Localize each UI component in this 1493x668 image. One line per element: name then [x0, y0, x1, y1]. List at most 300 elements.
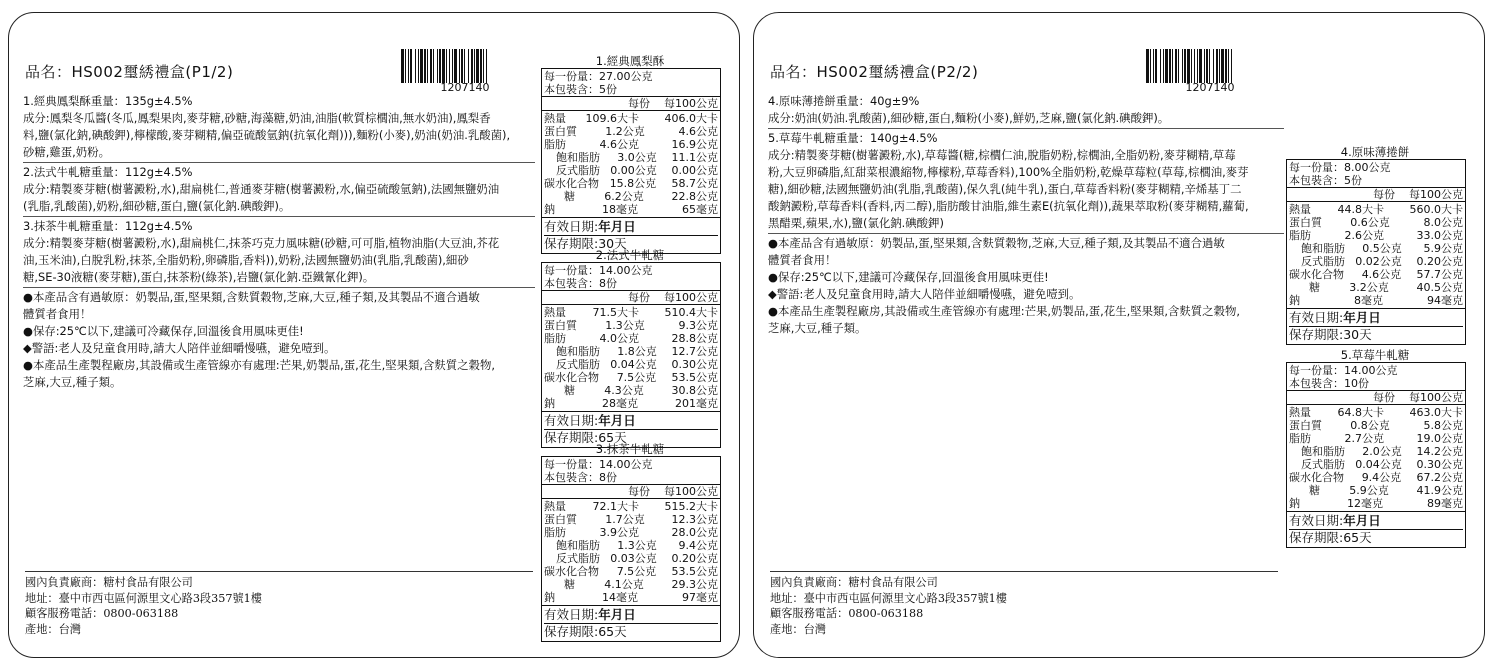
per-serving-value: 0.5公克 — [1362, 242, 1402, 255]
per-100g-value: 22.8公克 — [671, 190, 718, 203]
nutrient-label: 糖 — [1309, 281, 1320, 294]
barcode-bar — [1219, 49, 1220, 83]
nutrient-label: 碳水化合物 — [1289, 268, 1344, 281]
nutrient-label: 飽和脂肪 — [556, 539, 600, 552]
facility-note: ●本產品生產製程廠房,其設備或生產管線亦有處理:芒果,奶製品,蛋,花生,堅果類,含麩質之穀物, — [768, 304, 1240, 318]
servings-per-pack: 本包裝含：5份 — [544, 83, 617, 96]
per-serving-value: 64.8大卡 — [1337, 406, 1385, 419]
nutrient-label: 蛋白質 — [544, 319, 577, 332]
barcode-bar — [1187, 49, 1190, 83]
per-serving-value: 2.7公克 — [1344, 432, 1385, 445]
section-4 — [768, 93, 1284, 129]
nutrition-row — [1287, 255, 1465, 268]
nutrient-label: 飽和脂肪 — [1301, 445, 1345, 458]
shelf-life: 保存期限:65天 — [544, 624, 627, 639]
service-phone: 顧客服務電話：0800-063188 — [770, 607, 924, 620]
nutrition-rows — [1287, 404, 1465, 511]
per-100g-value: 40.5公克 — [1416, 281, 1463, 294]
barcode-bar — [476, 49, 479, 83]
serving-size: 每一份量：14.00公克 — [1289, 364, 1398, 377]
servings-per-pack: 本包裝含：5份 — [1289, 174, 1362, 187]
nutrient-label: 糖 — [564, 578, 575, 591]
barcode-bar — [437, 49, 438, 83]
per-serving-value: 2.6公克 — [1344, 229, 1385, 242]
nutrition-row — [542, 138, 720, 151]
barcode-bar — [1206, 49, 1208, 83]
nutrition-header: 每份 每100公克 — [1287, 390, 1465, 404]
product-name: 品名：HS002璽綉禮盒(P1/2) — [25, 63, 234, 81]
section-title: 5.草莓牛軋糖重量：140g±4.5% — [768, 131, 938, 145]
nutrient-label: 蛋白質 — [1289, 419, 1322, 432]
servings-per-pack: 本包裝含：10份 — [1289, 377, 1369, 390]
per-serving-value: 1.3公克 — [605, 319, 645, 332]
per-100g-value: 28.0公克 — [671, 526, 718, 539]
per-serving-value: 28毫克 — [602, 397, 638, 410]
per-100g-value: 9.3公克 — [678, 319, 718, 332]
ingredient-line: 砂糖,雞蛋,奶粉。 — [23, 145, 110, 159]
per-100g-value: 97毫克 — [682, 591, 718, 604]
ingredient-line: 成分:奶油(奶油.乳酸菌),細砂糖,蛋白,麵粉(小麥),鮮奶,芝麻,鹽(氯化鈉.碘酸鉀)。 — [768, 111, 1170, 125]
nutrition-rows — [542, 110, 720, 217]
per-serving-value: 44.8大卡 — [1337, 203, 1385, 216]
product-name: 品名：HS002璽綉禮盒(P2/2) — [770, 63, 979, 81]
nutrient-label: 脂肪 — [544, 526, 566, 539]
nutrition-title: 4.原味薄捲餅 — [1340, 145, 1410, 159]
barcode-bar — [1169, 49, 1171, 83]
nutrient-label: 飽和脂肪 — [556, 151, 600, 164]
per-serving-value: 5.9公克 — [1349, 484, 1389, 497]
per-100g-value: 9.4公克 — [678, 539, 718, 552]
nutrition-title: 3.抹茶牛軋糖 — [595, 442, 665, 456]
per-100g-value: 0.20公克 — [671, 552, 718, 565]
barcode-bar — [410, 49, 412, 83]
barcode-bar — [1153, 49, 1154, 83]
per-100g-value: 463.0大卡 — [1409, 406, 1463, 419]
nutrition-row — [1287, 242, 1465, 255]
nutrition-title: 1.經典鳳梨酥 — [595, 54, 665, 68]
barcode-bar — [1191, 49, 1192, 83]
nutrition-row — [542, 371, 720, 384]
nutrition-row — [1287, 281, 1465, 294]
nutrition-row — [542, 591, 720, 604]
ingredient-line: 油,玉米油),白脫乳粉,抹茶,全脂奶粉,卵磷脂,香料)),奶粉,法國無鹽奶油(乳脂,乳酸菌),細砂 — [23, 253, 469, 267]
barcode-bar — [1172, 49, 1173, 83]
per-serving-value: 6.2公克 — [604, 190, 644, 203]
serving-size: 每一份量：8.00公克 — [1289, 161, 1391, 174]
barcode-bar — [1165, 49, 1168, 83]
barcode-number: 1207140 — [440, 81, 490, 94]
barcode-bar — [454, 49, 457, 83]
nutrition-row — [542, 345, 720, 358]
per-serving-value: 8毫克 — [1354, 294, 1383, 307]
section-title: 2.法式牛軋糖重量：112g±4.5% — [23, 165, 193, 179]
per-serving-value: 72.1大卡 — [592, 500, 640, 513]
facility-note: ●本產品生產製程廠房,其設備或生產管線亦有處理:芒果,奶製品,蛋,花生,堅果類,含麩質之穀物, — [23, 358, 495, 372]
section-title: 1.經典鳳梨酥重量：135g±4.5% — [23, 94, 193, 108]
barcode-bar — [415, 49, 416, 83]
per-serving-value: 1.7公克 — [605, 513, 645, 526]
per-serving-value: 109.6大卡 — [585, 112, 640, 125]
barcode-bar — [427, 49, 428, 83]
barcode-bar — [480, 49, 482, 83]
per-100g-value: 5.9公克 — [1423, 242, 1463, 255]
nutrition-row — [542, 203, 720, 216]
allergen-note: 體質者食用！ — [768, 253, 837, 267]
label-panel-p2 — [753, 12, 1485, 658]
nutrition-title: 5.草莓牛軋糖 — [1340, 348, 1410, 362]
ingredient-line: 料,鹽(氯化鈉,碘酸鉀),檸檬酸,麥芽糊精,偏亞硫酸氫鈉(抗氧化劑))),麵粉(小麥),奶油(奶油.乳酸菌), — [23, 128, 511, 142]
serving-size: 每一份量：14.00公克 — [544, 264, 653, 277]
warning-note: ◆警語:老人及兒童食用時,請大人陪伴並細嚼慢嚥，避免噎到。 — [23, 341, 336, 355]
nutrition-row — [542, 578, 720, 591]
per-100g-value: 0.30公克 — [1416, 458, 1463, 471]
warning-note: ◆警語:老人及兒童食用時,請大人陪伴並細嚼慢嚥，避免噎到。 — [768, 287, 1081, 301]
barcode-bar — [430, 49, 432, 83]
nutrition-table — [541, 68, 721, 254]
per-100g-value: 0.30公克 — [671, 358, 718, 371]
per-serving-value: 7.5公克 — [616, 565, 657, 578]
nutrition-row — [1287, 203, 1465, 216]
nutrition-row — [542, 164, 720, 177]
barcode-bar — [1178, 49, 1179, 83]
facility-note: 芝麻,大豆,種子類。 — [23, 375, 122, 389]
barcode-bar — [439, 49, 441, 83]
nutrient-label: 反式脂肪 — [556, 164, 600, 177]
nutrient-label: 糖 — [564, 384, 575, 397]
serving-size: 每一份量：27.00公克 — [544, 70, 653, 83]
barcode-bar — [1182, 49, 1183, 83]
nutrient-label: 脂肪 — [544, 332, 566, 345]
origin: 產地：台灣 — [25, 622, 81, 636]
per-100g-value: 8.0公克 — [1423, 216, 1463, 229]
per-serving-value: 1.8公克 — [617, 345, 657, 358]
shelf-life: 保存期限:30天 — [1289, 327, 1372, 342]
section-3 — [23, 218, 535, 288]
expiry-date: 有效日期:年月日 — [544, 607, 718, 624]
nutrition-row — [1287, 471, 1465, 484]
expiry-date: 有效日期:年月日 — [1289, 513, 1463, 530]
nutrition-row — [542, 151, 720, 164]
allergen-note: ●本產品含有過敏原：奶製品,蛋,堅果類,含麩質穀物,芝麻,大豆,種子類,及其製品不適合過敏 — [768, 236, 1225, 250]
nutrient-label: 碳水化合物 — [544, 565, 599, 578]
per-100g-value: 53.5公克 — [671, 565, 718, 578]
address: 地址：臺中市西屯區何源里文心路3段357號1樓 — [25, 591, 262, 605]
ingredients-block — [23, 93, 535, 391]
barcode-bar — [483, 49, 484, 83]
section-1 — [23, 93, 535, 163]
per-100g-value: 201毫克 — [675, 397, 718, 410]
nutrient-label: 糖 — [1309, 484, 1320, 497]
address: 地址：臺中市西屯區何源里文心路3段357號1樓 — [770, 591, 1007, 605]
barcode-bar — [1175, 49, 1177, 83]
per-serving-value: 4.6公克 — [1361, 268, 1402, 281]
nutrition-row — [1287, 419, 1465, 432]
barcode — [401, 49, 529, 83]
nutrient-label: 脂肪 — [1289, 432, 1311, 445]
per-100g-value: 65毫克 — [682, 203, 718, 216]
barcode-bar — [1213, 49, 1214, 83]
nutrient-label: 蛋白質 — [1289, 216, 1322, 229]
nutrition-row — [542, 125, 720, 138]
nutrition-row — [1287, 497, 1465, 510]
per-100g-value: 560.0大卡 — [1409, 203, 1463, 216]
per-serving-value: 4.1公克 — [604, 578, 644, 591]
per-100g-value: 28.8公克 — [671, 332, 718, 345]
nutrition-header: 每份 每100公克 — [542, 290, 720, 304]
servings-per-pack: 本包裝含：8份 — [544, 277, 617, 290]
nutrition-row — [542, 177, 720, 190]
barcode-bar — [452, 49, 453, 83]
barcode-bar — [1231, 49, 1232, 83]
expiry-date: 有效日期:年月日 — [1289, 310, 1463, 327]
barcode-bar — [1216, 49, 1218, 83]
per-100g-value: 0.20公克 — [1416, 255, 1463, 268]
per-serving-value: 15.8公克 — [609, 177, 657, 190]
nutrition-row — [542, 397, 720, 410]
nutrient-label: 碳水化合物 — [1289, 471, 1344, 484]
section-2 — [23, 164, 535, 217]
per-100g-value: 89毫克 — [1427, 497, 1463, 510]
barcode-bar — [464, 49, 465, 83]
per-serving-value: 0.8公克 — [1350, 419, 1390, 432]
label-panel-p1 — [8, 12, 740, 658]
allergen-note: 體質者食用！ — [23, 307, 92, 321]
ingredient-line: 成分:精製麥芽糖(樹薯澱粉,水),甜扁桃仁,抹茶巧克力風味糖(砂糖,可可脂,植物油脂(大豆油,芥花 — [23, 236, 500, 250]
nutrient-label: 鈉 — [1289, 497, 1300, 510]
per-100g-value: 12.3公克 — [671, 513, 718, 526]
nutrition-title: 2.法式牛軋糖 — [595, 248, 665, 262]
nutrient-label: 蛋白質 — [544, 125, 577, 138]
nutrition-row — [542, 526, 720, 539]
manufacturer: 國內負責廠商：糖村食品有限公司 — [25, 576, 193, 589]
nutrition-table — [541, 456, 721, 642]
per-100g-value: 67.2公克 — [1416, 471, 1463, 484]
nutrition-row — [542, 332, 720, 345]
per-100g-value: 19.0公克 — [1416, 432, 1463, 445]
barcode-bar — [1228, 49, 1229, 83]
nutrition-row — [1287, 406, 1465, 419]
nutrition-row — [1287, 216, 1465, 229]
nutrient-label: 碳水化合物 — [544, 177, 599, 190]
per-100g-value: 53.5公克 — [671, 371, 718, 384]
per-serving-value: 7.5公克 — [616, 371, 657, 384]
nutrition-header: 每份 每100公克 — [542, 96, 720, 110]
barcode-bar — [1194, 49, 1195, 83]
per-serving-value: 2.0公克 — [1362, 445, 1402, 458]
per-serving-value: 0.03公克 — [610, 552, 657, 565]
per-serving-value: 1.3公克 — [617, 539, 657, 552]
per-serving-value: 9.4公克 — [1361, 471, 1402, 484]
nutrient-label: 反式脂肪 — [1301, 458, 1345, 471]
nutrient-label: 熱量 — [544, 306, 566, 319]
barcode-bar — [1225, 49, 1227, 83]
per-100g-value: 12.7公克 — [671, 345, 718, 358]
per-serving-value: 0.6公克 — [1350, 216, 1390, 229]
per-100g-value: 16.9公克 — [671, 138, 718, 151]
nutrition-row — [542, 112, 720, 125]
per-serving-value: 4.6公克 — [599, 138, 640, 151]
per-100g-value: 94毫克 — [1427, 294, 1463, 307]
nutrient-label: 熱量 — [1289, 406, 1311, 419]
barcode-bar — [1163, 49, 1164, 83]
storage-note: ●保存:25℃以下,建議可冷藏保存,回溫後食用風味更佳! — [23, 324, 304, 338]
nutrient-label: 反式脂肪 — [556, 552, 600, 565]
nutrient-label: 熱量 — [544, 500, 566, 513]
factory-info — [25, 571, 533, 637]
nutrient-label: 脂肪 — [1289, 229, 1311, 242]
manufacturer: 國內負責廠商：糖村食品有限公司 — [770, 576, 938, 589]
nutrient-label: 反式脂肪 — [556, 358, 600, 371]
per-serving-value: 71.5大卡 — [592, 306, 640, 319]
barcode-bar — [468, 49, 469, 83]
nutrition-row — [542, 190, 720, 203]
barcode-bar — [408, 49, 409, 83]
ingredient-line: 黑醋栗,蘋果,水),鹽(氯化鈉.碘酸鉀) — [768, 216, 944, 230]
nutrient-label: 反式脂肪 — [1301, 255, 1345, 268]
nutrition-row — [1287, 445, 1465, 458]
ingredient-line: 粉,大豆卵磷脂,紅甜菜根濃縮物,檸檬粉,草莓香料),100%全脂奶粉,乾燥草莓粒(草莓,棕櫚油,麥芽 — [768, 165, 1249, 179]
nutrient-label: 熱量 — [1289, 203, 1311, 216]
nutrition-row — [542, 513, 720, 526]
nutrition-row — [542, 358, 720, 371]
facility-note: 芝麻,大豆,種子類。 — [768, 321, 867, 335]
nutrition-row — [542, 552, 720, 565]
nutrition-row — [542, 539, 720, 552]
nutrition-row — [1287, 484, 1465, 497]
servings-per-pack: 本包裝含：8份 — [544, 471, 617, 484]
per-serving-value: 14毫克 — [602, 591, 638, 604]
section-5 — [768, 130, 1284, 234]
origin: 產地：台灣 — [770, 622, 826, 636]
barcode-bar — [1221, 49, 1224, 83]
nutrition-row — [1287, 294, 1465, 307]
nutrition-header: 每份 每100公克 — [1287, 187, 1465, 201]
barcode-bar — [1204, 49, 1205, 83]
nutrition-table — [1286, 362, 1466, 548]
per-100g-value: 406.0大卡 — [664, 112, 718, 125]
per-100g-value: 515.2大卡 — [664, 500, 718, 513]
per-serving-value: 3.0公克 — [617, 151, 657, 164]
factory-info — [770, 571, 1278, 637]
nutrient-label: 鈉 — [1289, 294, 1300, 307]
barcode-bar — [1160, 49, 1161, 83]
per-100g-value: 30.8公克 — [671, 384, 718, 397]
nutrition-row — [542, 565, 720, 578]
ingredient-line: 成分:精製麥芽糖(樹薯澱粉,水),草莓醬(糖,棕櫚仁油,脫脂奶粉,棕櫚油,全脂奶粉,麥芽糊精,草莓 — [768, 148, 1236, 162]
per-100g-value: 5.8公克 — [1423, 419, 1463, 432]
per-100g-value: 29.3公克 — [671, 578, 718, 591]
nutrition-row — [542, 306, 720, 319]
nutrition-rows — [1287, 201, 1465, 308]
per-100g-value: 14.2公克 — [1416, 445, 1463, 458]
storage-note: ●保存:25℃以下,建議可冷藏保存,回溫後食用風味更佳! — [768, 270, 1049, 284]
per-100g-value: 57.7公克 — [1416, 268, 1463, 281]
nutrient-label: 碳水化合物 — [544, 371, 599, 384]
nutrition-row — [1287, 432, 1465, 445]
ingredient-line: 成分:鳳梨冬瓜醬(冬瓜,鳳梨果肉,麥芽糖,砂糖,海藻糖,奶油,油脂(軟質棕櫚油,無水奶油),鳳梨香 — [23, 111, 491, 125]
barcode-bar — [1146, 49, 1149, 83]
section-title: 4.原味薄捲餅重量：40g±9% — [768, 94, 920, 108]
nutrition-row — [542, 319, 720, 332]
expiry-date: 有效日期:年月日 — [544, 219, 718, 236]
nutrition-row — [542, 384, 720, 397]
nutrient-label: 糖 — [564, 190, 575, 203]
section-title: 3.抹茶牛軋糖重量：112g±4.5% — [23, 219, 193, 233]
per-serving-value: 0.00公克 — [610, 164, 657, 177]
barcode-bar — [424, 49, 426, 83]
per-serving-value: 4.3公克 — [604, 384, 644, 397]
per-serving-value: 1.2公克 — [605, 125, 645, 138]
nutrient-label: 脂肪 — [544, 138, 566, 151]
barcode-bar — [1197, 49, 1198, 83]
barcode-bar — [1199, 49, 1202, 83]
barcode-bar — [418, 49, 419, 83]
ingredient-line: 酸鈉澱粉,草莓香料(香料,丙二醇),脂肪酸甘油脂,維生素E(抗氧化劑)),蔬果萃取粉(麥芽糊精,蘿蔔, — [768, 199, 1249, 213]
nutrient-label: 鈉 — [544, 397, 555, 410]
barcode-bar — [474, 49, 475, 83]
nutrition-row — [1287, 268, 1465, 281]
nutrition-table — [541, 262, 721, 448]
per-100g-value: 0.00公克 — [671, 164, 718, 177]
per-serving-value: 3.2公克 — [1349, 281, 1389, 294]
allergen-note: ●本產品含有過敏原：奶製品,蛋,堅果類,含麩質穀物,芝麻,大豆,種子類,及其製品不適合過敏 — [23, 290, 480, 304]
ingredient-line: 糖,SE-30液糖(麥芽糖),蛋白,抹茶粉(綠茶),岩鹽(氯化鈉.亞鐵氰化鉀)。 — [23, 270, 375, 284]
barcode-number: 1207140 — [1185, 81, 1235, 94]
per-100g-value: 41.9公克 — [1416, 484, 1463, 497]
barcode-bar — [1150, 49, 1151, 83]
serving-size: 每一份量：14.00公克 — [544, 458, 653, 471]
nutrition-rows — [542, 498, 720, 605]
barcode-bar — [433, 49, 434, 83]
ingredient-line: (乳脂,乳酸菌),奶粉,細砂糖,蛋白,鹽(氯化鈉.碘酸鉀)。 — [23, 199, 291, 213]
shelf-life: 保存期限:65天 — [544, 430, 627, 445]
barcode-bar — [461, 49, 463, 83]
barcode-bar — [442, 49, 445, 83]
barcode-bar — [449, 49, 450, 83]
per-serving-value: 0.04公克 — [1355, 458, 1402, 471]
per-serving-value: 3.9公克 — [599, 526, 640, 539]
per-100g-value: 11.1公克 — [671, 151, 718, 164]
per-100g-value: 4.6公克 — [678, 125, 718, 138]
barcode-bar — [420, 49, 423, 83]
per-serving-value: 18毫克 — [602, 203, 638, 216]
nutrient-label: 飽和脂肪 — [556, 345, 600, 358]
shelf-life: 保存期限:30天 — [544, 236, 627, 251]
per-serving-value: 0.04公克 — [610, 358, 657, 371]
nutrition-rows — [542, 304, 720, 411]
nutrition-row — [542, 500, 720, 513]
barcode-bar — [401, 49, 404, 83]
nutrient-label: 鈉 — [544, 203, 555, 216]
barcode-bar — [459, 49, 460, 83]
barcode-bar — [405, 49, 406, 83]
expiry-date: 有效日期:年月日 — [544, 413, 718, 430]
barcode-bar — [1184, 49, 1186, 83]
nutrient-label: 熱量 — [544, 112, 566, 125]
shelf-life: 保存期限:65天 — [1289, 530, 1372, 545]
barcode-bar — [1155, 49, 1157, 83]
per-100g-value: 33.0公克 — [1416, 229, 1463, 242]
per-serving-value: 0.02公克 — [1355, 255, 1402, 268]
nutrient-label: 飽和脂肪 — [1301, 242, 1345, 255]
nutrient-label: 鈉 — [544, 591, 555, 604]
barcode-bar — [486, 49, 487, 83]
ingredient-line: 糖),細砂糖,法國無鹽奶油(乳脂,乳酸菌),保久乳(純牛乳),蛋白,草莓香料粉(麥芽糊精,辛烯基丁二 — [768, 182, 1242, 196]
barcode-bar — [471, 49, 473, 83]
nutrition-row — [1287, 458, 1465, 471]
service-phone: 顧客服務電話：0800-063188 — [25, 607, 179, 620]
per-serving-value: 4.0公克 — [599, 332, 640, 345]
